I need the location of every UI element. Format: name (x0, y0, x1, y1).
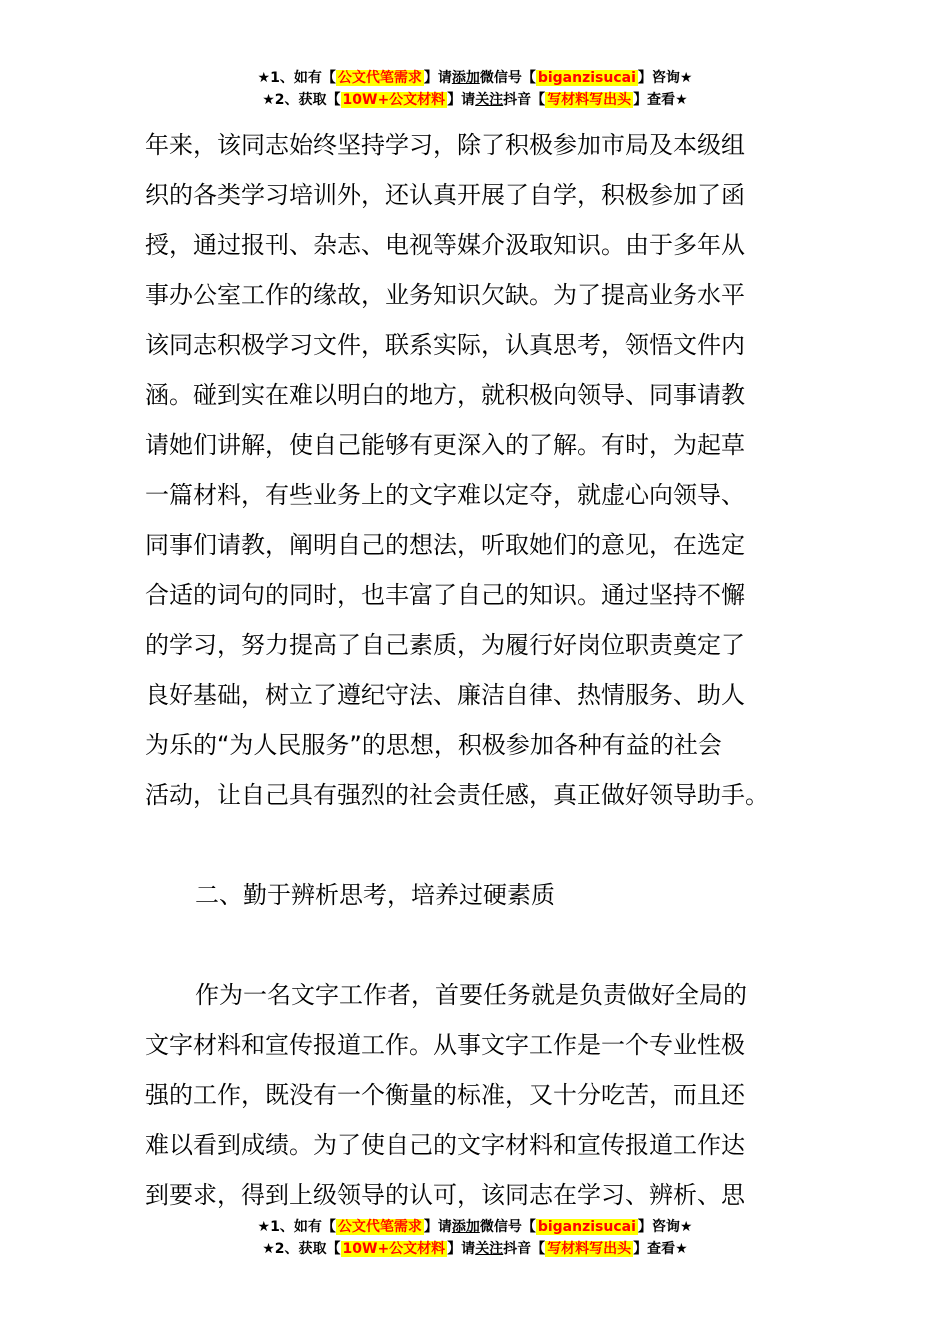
banner-text: 】请 (423, 1219, 452, 1235)
banner-text: 】请 (447, 92, 476, 108)
banner-line-2 (0, 89, 950, 111)
banner-highlight: biganzisucai (537, 1219, 636, 1235)
text-line: 该同志积极学习文件，联系实际，认真思考，领悟文件内 (145, 331, 745, 359)
banner-highlight: 写材料写出头 (547, 1241, 632, 1257)
banner-text: ★1、如有【 (257, 70, 336, 86)
text-line: 作为一名文字工作者，首要任务就是负责做好全局的 (195, 981, 747, 1009)
section-heading (145, 870, 807, 920)
banner-highlight: 写材料写出头 (547, 92, 632, 108)
text-line: 事办公室工作的缘故，业务知识欠缺。为了提高业务水平 (145, 281, 745, 309)
banner-text: 】请 (423, 70, 452, 86)
text-line: 到要求，得到上级领导的认可，该同志在学习、辨析、思 (145, 1181, 745, 1209)
text-line: 请她们讲解，使自己能够有更深入的了解。有时，为起草 (145, 431, 745, 459)
banner-highlight: 公文代笔需求 (337, 1219, 422, 1235)
banner-text: 】查看★ (633, 1241, 688, 1257)
header-banner (0, 67, 950, 111)
banner-text: 微信号【 (479, 70, 536, 86)
text-line: 的学习，努力提高了自己素质，为履行好岗位职责奠定了 (145, 631, 745, 659)
text-line: 难以看到成绩。为了使自己的文字材料和宣传报道工作达 (145, 1131, 745, 1159)
banner-highlight: 公文代笔需求 (337, 70, 422, 86)
banner-line-1 (0, 1216, 950, 1238)
banner-text: 抖音【 (503, 92, 546, 108)
banner-line-2 (0, 1238, 950, 1260)
blank-line (145, 920, 807, 970)
banner-emphasis: 添加 (451, 1219, 480, 1235)
text-line: 为乐的“为人民服务”的思想，积极参加各种有益的社会 (145, 731, 722, 759)
footer-banner (0, 1216, 950, 1260)
text-line: 织的各类学习培训外，还认真开展了自学，积极参加了函 (145, 181, 745, 209)
text-line: 活动，让自己具有强烈的社会责任感，真正做好领导助手。 (145, 781, 769, 809)
banner-text: ★2、获取【 (262, 92, 341, 108)
banner-highlight: biganzisucai (537, 70, 636, 86)
banner-emphasis: 添加 (451, 70, 480, 86)
text-line: 强的工作，既没有一个衡量的标准，又十分吃苦，而且还 (145, 1081, 745, 1109)
banner-text: 微信号【 (479, 1219, 536, 1235)
banner-line-1 (0, 67, 950, 89)
blank-line (145, 820, 807, 870)
banner-highlight: 10W+公文材料 (342, 92, 446, 108)
banner-text: 】请 (447, 1241, 476, 1257)
banner-text: ★2、获取【 (262, 1241, 341, 1257)
banner-highlight: 10W+公文材料 (342, 1241, 446, 1257)
text-line: 文字材料和宣传报道工作。从事文字工作是一个专业性极 (145, 1031, 745, 1059)
paragraph-1 (145, 120, 807, 820)
banner-text: ★1、如有【 (257, 1219, 336, 1235)
heading-text: 二、勤于辨析思考，培养过硬素质 (195, 881, 555, 909)
text-line: 同事们请教，阐明自己的想法，听取她们的意见，在选定 (145, 531, 745, 559)
banner-text: 】咨询★ (637, 70, 693, 86)
document-body (145, 120, 807, 1220)
banner-emphasis: 关注 (475, 92, 504, 108)
banner-text: 】查看★ (633, 92, 688, 108)
text-line: 年来，该同志始终坚持学习，除了积极参加市局及本级组 (145, 131, 745, 159)
banner-text: 】咨询★ (637, 1219, 693, 1235)
banner-emphasis: 关注 (475, 1241, 504, 1257)
text-line: 合适的词句的同时，也丰富了自己的知识。通过坚持不懈 (145, 581, 745, 609)
text-line: 授，通过报刊、杂志、电视等媒介汲取知识。由于多年从 (145, 231, 745, 259)
text-line: 一篇材料，有些业务上的文字难以定夺，就虚心向领导、 (145, 481, 745, 509)
text-line: 涵。碰到实在难以明白的地方，就积极向领导、同事请教 (145, 381, 745, 409)
text-line: 良好基础，树立了遵纪守法、廉洁自律、热情服务、助人 (145, 681, 745, 709)
paragraph-2 (145, 970, 807, 1220)
banner-text: 抖音【 (503, 1241, 546, 1257)
